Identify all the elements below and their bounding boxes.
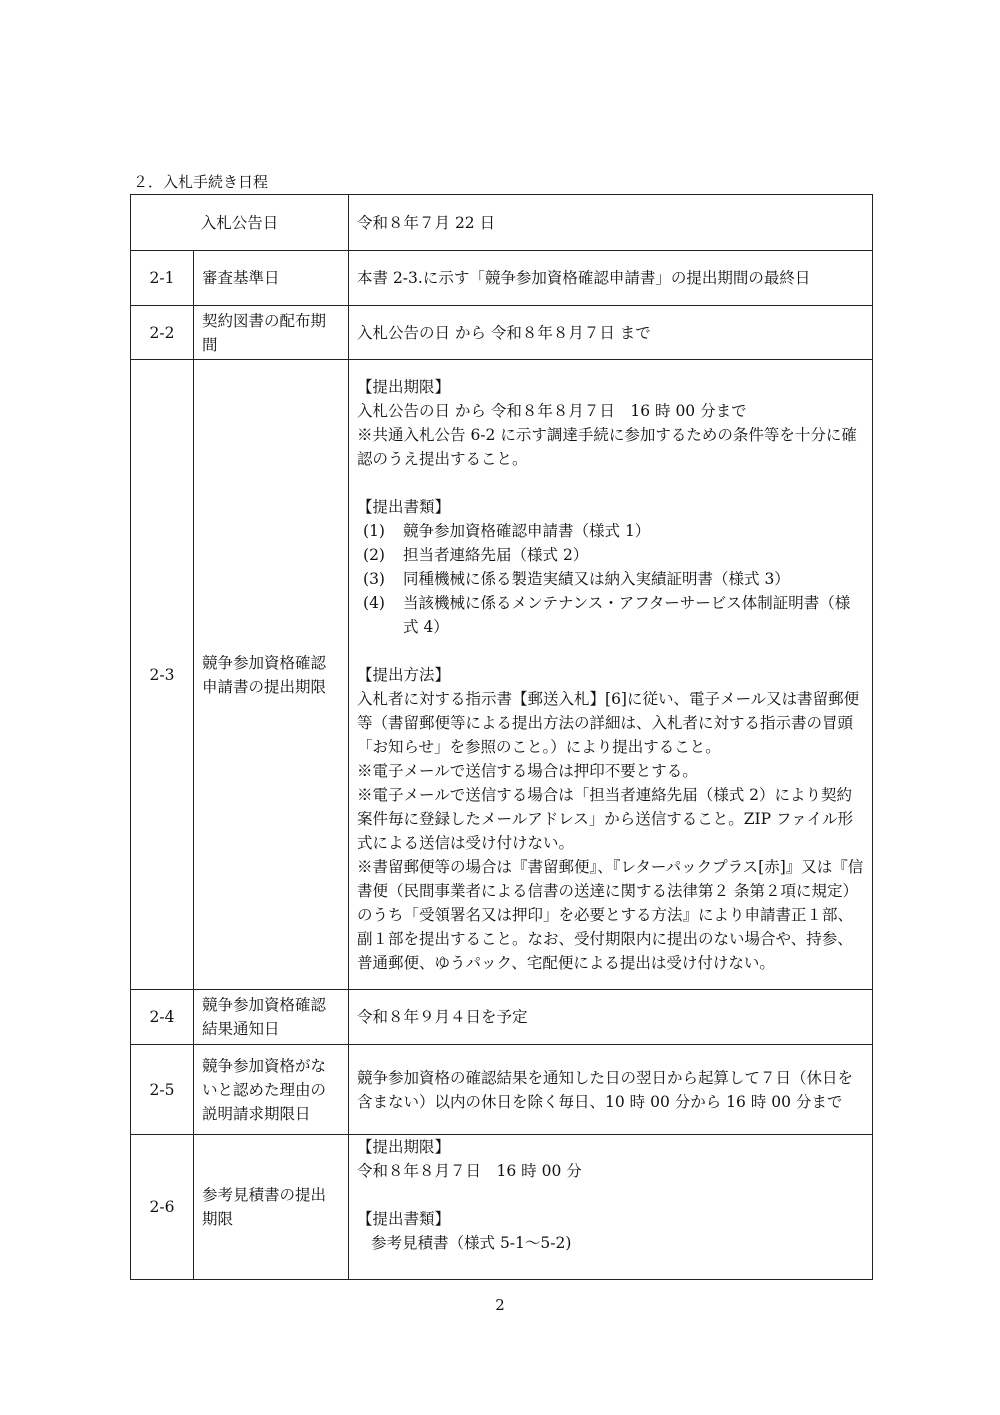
documents-list	[357, 519, 864, 639]
row-number: 2-2	[131, 306, 194, 360]
row-number: 2-6	[131, 1135, 194, 1280]
list-item-text: 当該機械に係るメンテナンス・アフターサービス体制証明書（様式 4）	[403, 593, 851, 636]
list-item-text: 担当者連絡先届（様式 2）	[403, 545, 589, 564]
deadline-text: 令和８年８月７日 16 時 00 分	[357, 1162, 582, 1180]
list-item	[357, 567, 864, 591]
deadline-header: 【提出期限】	[357, 377, 451, 396]
method-note: ※電子メールで送信する場合は押印不要とする。	[357, 761, 698, 780]
deadline-note: ※共通入札公告 6-2 に示す調達手続に参加するための条件等を十分に確認のうえ提出すること。	[357, 425, 857, 468]
list-item	[357, 591, 864, 639]
method-text: 入札者に対する指示書【郵送入札】[6]に従い、電子メール又は書留郵便等（書留郵便等による提出方法の詳細は、入札者に対する指示書の冒頭「お知らせ」を参照のこと。）により提出すること。	[357, 689, 860, 756]
list-item-number: (4)	[363, 593, 385, 612]
section-heading: ２．入札手続き日程	[133, 173, 269, 191]
documents-header: 【提出書類】	[357, 1210, 451, 1228]
method-note: ※書留郵便等の場合は『書留郵便』、『レターパックプラス[赤]』又は『信書便（民間事業者による信書の送達に関する法律第２ 条第２項に規定）のうち「受領署名又は押印」を必要とする方法』により申請書正１部、副１部を提出すること。なお、受付期限内に提出のない場合や、持参、普通郵便、ゆうパック、宅配便による提出は受け付けない。	[357, 857, 864, 972]
table-row	[131, 1045, 873, 1135]
list-item-number: (3)	[363, 569, 385, 588]
deadline-header: 【提出期限】	[357, 1138, 451, 1156]
table-row	[131, 251, 873, 306]
row-content: 令和８年９月４日を予定	[349, 990, 873, 1045]
documents-text: 参考見積書（様式 5-1～5-2)	[371, 1234, 572, 1252]
notice-label: 入札公告日	[131, 195, 349, 251]
row-content: 入札公告の日 から 令和８年８月７日 まで	[349, 306, 873, 360]
list-item-text: 競争参加資格確認申請書（様式 1）	[403, 521, 651, 540]
row-item: 競争参加資格確認申請書の提出期限	[194, 360, 349, 990]
notice-value: 令和８年７月 22 日	[349, 195, 873, 251]
row-number: 2-1	[131, 251, 194, 306]
page-number: 2	[495, 1296, 505, 1314]
row-content: 競争参加資格の確認結果を通知した日の翌日から起算して７日（休日を含まない）以内の休日を除く毎日、10 時 00 分から 16 時 00 分まで	[349, 1045, 873, 1135]
schedule-table	[130, 194, 873, 1280]
table-row	[131, 306, 873, 360]
row-number: 2-3	[131, 360, 194, 990]
list-item-text: 同種機械に係る製造実績又は納入実績証明書（様式 3）	[403, 569, 790, 588]
row-content	[349, 1135, 873, 1280]
row-number: 2-4	[131, 990, 194, 1045]
row-item: 契約図書の配布期間	[194, 306, 349, 360]
method-note: ※電子メールで送信する場合は「担当者連絡先届（様式 2）により契約案件毎に登録したメールアドレス」から送信すること。ZIP ファイル形式による送信は受け付けない。	[357, 785, 854, 852]
table-row	[131, 1135, 873, 1280]
row-item: 競争参加資格確認結果通知日	[194, 990, 349, 1045]
row-content	[349, 360, 873, 990]
row-item: 参考見積書の提出期限	[194, 1135, 349, 1280]
list-item-number: (1)	[363, 521, 385, 540]
table-row	[131, 990, 873, 1045]
row-content: 本書 2-3.に示す「競争参加資格確認申請書」の提出期間の最終日	[349, 251, 873, 306]
list-item-number: (2)	[363, 545, 385, 564]
deadline-text: 入札公告の日 から 令和８年８月７日 16 時 00 分まで	[357, 401, 747, 420]
table-row	[131, 360, 873, 990]
method-header: 【提出方法】	[357, 665, 451, 684]
documents-header: 【提出書類】	[357, 497, 451, 516]
list-item	[357, 519, 864, 543]
table-row-notice	[131, 195, 873, 251]
row-item: 審査基準日	[194, 251, 349, 306]
list-item	[357, 543, 864, 567]
row-number: 2-5	[131, 1045, 194, 1135]
row-item: 競争参加資格がないと認めた理由の説明請求期限日	[194, 1045, 349, 1135]
